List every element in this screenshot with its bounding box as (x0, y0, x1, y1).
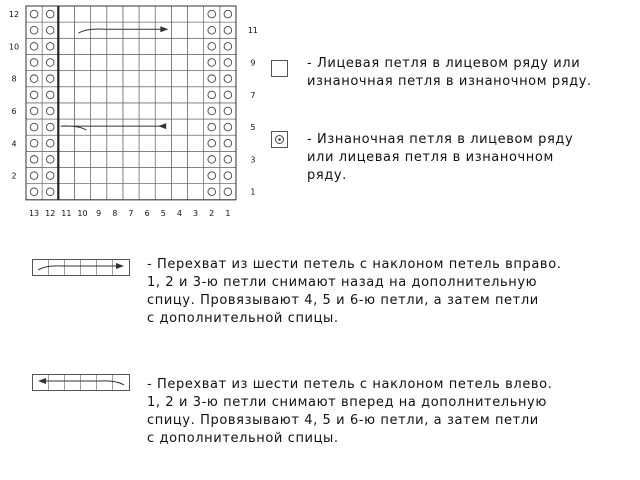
row-label-left: 8 (11, 74, 17, 84)
chart-cell (42, 103, 58, 119)
chart-cell (139, 168, 155, 184)
chart-cell (107, 151, 123, 167)
purl-legend-line: - Изнаночная петля в лицевом ряду (307, 132, 574, 147)
chart-cell (58, 6, 74, 22)
chart-cell (204, 6, 220, 22)
chart-cell (155, 54, 171, 70)
chart-cell (220, 6, 236, 22)
chart-cell (188, 87, 204, 103)
chart-cell (188, 22, 204, 38)
chart-cell (42, 22, 58, 38)
chart-cell (220, 71, 236, 87)
chart-cell (220, 54, 236, 70)
chart-cell (220, 184, 236, 200)
chart-cell (155, 38, 171, 54)
chart-cell (220, 38, 236, 54)
chart-cell (139, 38, 155, 54)
chart-cell (107, 119, 123, 135)
chart-cell (91, 119, 107, 135)
column-label: 13 (28, 208, 40, 218)
chart-cell (204, 119, 220, 135)
row-label-right: 3 (250, 155, 256, 165)
chart-cell (220, 168, 236, 184)
column-label: 8 (112, 208, 118, 218)
chart-cell (91, 135, 107, 151)
chart-cell (26, 168, 42, 184)
cable-left-legend-line: с дополнительной спицы. (147, 431, 339, 446)
chart-cell (74, 38, 90, 54)
cable-left-legend-text (147, 376, 552, 448)
chart-cell (220, 22, 236, 38)
chart-cell (123, 103, 139, 119)
chart-cell (155, 184, 171, 200)
chart-cell (42, 184, 58, 200)
chart-cell (204, 22, 220, 38)
chart-cell (42, 38, 58, 54)
column-label: 11 (61, 208, 72, 218)
cable-left-legend-line: - Перехват из шести петель с наклоном петель влево. (147, 377, 553, 392)
chart-cell (188, 54, 204, 70)
knit-legend-line: изнаночная петля в изнаночном ряду. (307, 74, 592, 89)
chart-cell (139, 6, 155, 22)
chart-cell (91, 168, 107, 184)
chart-cell (204, 103, 220, 119)
chart-cell (188, 151, 204, 167)
chart-cell (188, 38, 204, 54)
column-label: 10 (77, 208, 88, 218)
chart-cell (26, 71, 42, 87)
column-label: 6 (144, 208, 150, 218)
chart-cell (123, 87, 139, 103)
chart-cell (171, 87, 187, 103)
column-label: 3 (193, 208, 199, 218)
chart-cell (123, 22, 139, 38)
chart-cell (171, 71, 187, 87)
cable-left-symbol (32, 374, 132, 392)
chart-cell (74, 103, 90, 119)
chart-cell (139, 151, 155, 167)
chart-cell (42, 135, 58, 151)
chart-cell (26, 135, 42, 151)
chart-cell (139, 119, 155, 135)
chart-cell (26, 119, 42, 135)
knit-symbol-swatch (271, 60, 289, 78)
chart-cell (74, 135, 90, 151)
chart-cell (107, 54, 123, 70)
chart-cell (155, 103, 171, 119)
chart-cell (139, 135, 155, 151)
chart-cell (26, 54, 42, 70)
chart-cell (91, 151, 107, 167)
cable-right-legend-line: спицу. Провязывают 4, 5 и 6-ю петли, а затем петли (147, 293, 539, 308)
cable-left-legend-line: спицу. Провязывают 4, 5 и 6-ю петли, а затем петли (147, 413, 539, 428)
chart-cell (171, 135, 187, 151)
chart-cell (171, 184, 187, 200)
chart-cell (220, 119, 236, 135)
chart-cell (91, 6, 107, 22)
chart-cell (171, 6, 187, 22)
chart-cell (107, 103, 123, 119)
chart-cell (42, 168, 58, 184)
column-label: 12 (45, 208, 56, 218)
column-label: 9 (96, 208, 102, 218)
chart-cell (107, 6, 123, 22)
chart-cell (123, 184, 139, 200)
chart-cell (74, 54, 90, 70)
chart-cell (26, 103, 42, 119)
row-label-left: 10 (8, 42, 20, 52)
chart-cell (123, 38, 139, 54)
chart-cell (107, 22, 123, 38)
chart-cell (74, 168, 90, 184)
row-label-left: 2 (11, 171, 17, 181)
chart-cell (155, 87, 171, 103)
chart-cell (58, 22, 74, 38)
chart-cell (204, 87, 220, 103)
chart-cell (123, 168, 139, 184)
chart-cell (139, 184, 155, 200)
chart-cell (139, 103, 155, 119)
chart-cell (107, 168, 123, 184)
cable-right-legend-line: с дополнительной спицы. (147, 311, 339, 326)
chart-cell (26, 87, 42, 103)
chart-cell (204, 135, 220, 151)
chart-cell (58, 71, 74, 87)
purl-symbol-swatch (271, 131, 289, 149)
chart-cell (42, 54, 58, 70)
chart-cell (91, 87, 107, 103)
chart-cell (58, 151, 74, 167)
chart-cell (58, 103, 74, 119)
cable-right-legend-line: - Перехват из шести петель с наклоном петель вправо. (147, 257, 562, 272)
row-label-right: 1 (250, 187, 256, 197)
chart-cell (220, 135, 236, 151)
chart-cell (155, 135, 171, 151)
chart-cell (139, 71, 155, 87)
chart-cell (123, 135, 139, 151)
knit-legend-text (307, 55, 592, 91)
chart-cell (58, 54, 74, 70)
chart-cell (139, 54, 155, 70)
chart-cell (42, 6, 58, 22)
chart-cell (42, 151, 58, 167)
chart-cell (171, 119, 187, 135)
cable-right-legend-line: 1, 2 и 3-ю петли снимают назад на дополнительную (147, 275, 538, 290)
chart-cell (204, 151, 220, 167)
chart-cell (220, 103, 236, 119)
chart-cell (188, 135, 204, 151)
row-label-right: 5 (250, 123, 256, 133)
chart-cell (74, 184, 90, 200)
chart-cell (188, 119, 204, 135)
purl-legend-line: ряду. (307, 168, 347, 183)
chart-cell (188, 71, 204, 87)
purl-legend-text (307, 131, 573, 185)
chart-cell (123, 6, 139, 22)
row-label-left: 6 (11, 106, 17, 116)
chart-cell (74, 71, 90, 87)
chart-cell (188, 103, 204, 119)
chart-cell (26, 184, 42, 200)
row-label-left: 12 (8, 10, 20, 20)
column-label: 1 (225, 208, 231, 218)
chart-cell (58, 184, 74, 200)
chart-cell (139, 22, 155, 38)
chart-cell (58, 119, 74, 135)
chart-cell (123, 119, 139, 135)
chart-cell (58, 168, 74, 184)
row-label-left: 4 (11, 139, 17, 149)
chart-cell (26, 151, 42, 167)
chart-cell (42, 119, 58, 135)
chart-cell (204, 184, 220, 200)
chart-cell (58, 38, 74, 54)
chart-cell (58, 135, 74, 151)
column-label: 4 (176, 208, 182, 218)
chart-cell (155, 6, 171, 22)
row-label-right: 11 (247, 26, 259, 36)
column-label: 7 (128, 208, 134, 218)
chart-cell (220, 87, 236, 103)
chart-cell (107, 38, 123, 54)
chart-cell (123, 151, 139, 167)
chart-cell (91, 54, 107, 70)
chart-cell (91, 38, 107, 54)
chart-cell (123, 71, 139, 87)
chart-cell (188, 6, 204, 22)
row-label-right: 7 (250, 90, 256, 100)
chart-cell (188, 168, 204, 184)
chart-cell (171, 103, 187, 119)
chart-cell (26, 22, 42, 38)
chart-cell (26, 38, 42, 54)
chart-cell (171, 38, 187, 54)
chart-cell (204, 54, 220, 70)
chart-cell (91, 71, 107, 87)
chart-cell (107, 87, 123, 103)
chart-cell (139, 87, 155, 103)
chart-cell (188, 184, 204, 200)
cable-left-legend-line: 1, 2 и 3-ю петли снимают вперед на дополнительную (147, 395, 547, 410)
chart-cell (74, 151, 90, 167)
chart-cell (107, 135, 123, 151)
chart-cell (107, 184, 123, 200)
chart-cell (204, 168, 220, 184)
chart-cell (26, 6, 42, 22)
chart-cell (171, 22, 187, 38)
chart-cell (171, 54, 187, 70)
chart-cell (91, 103, 107, 119)
chart-cell (155, 168, 171, 184)
chart-cell (42, 71, 58, 87)
chart-cell (123, 54, 139, 70)
chart-cell (204, 38, 220, 54)
chart-cell (204, 71, 220, 87)
cable-right-legend-text (147, 256, 561, 328)
column-label: 5 (160, 208, 166, 218)
chart-cell (155, 71, 171, 87)
chart-cell (171, 151, 187, 167)
purl-legend-line: или лицевая петля в изнаночном (307, 150, 554, 165)
knit-legend-line: - Лицевая петля в лицевом ряду или (307, 56, 581, 71)
chart-cell (58, 87, 74, 103)
chart-cell (74, 6, 90, 22)
chart-cell (91, 22, 107, 38)
column-label: 2 (209, 208, 215, 218)
cable-right-symbol (32, 259, 132, 277)
chart-cell (107, 71, 123, 87)
chart-cell (155, 151, 171, 167)
chart-cell (171, 168, 187, 184)
chart-cell (42, 87, 58, 103)
chart-cell (74, 87, 90, 103)
chart-cell (220, 151, 236, 167)
chart-cell (91, 184, 107, 200)
row-label-right: 9 (250, 58, 256, 68)
